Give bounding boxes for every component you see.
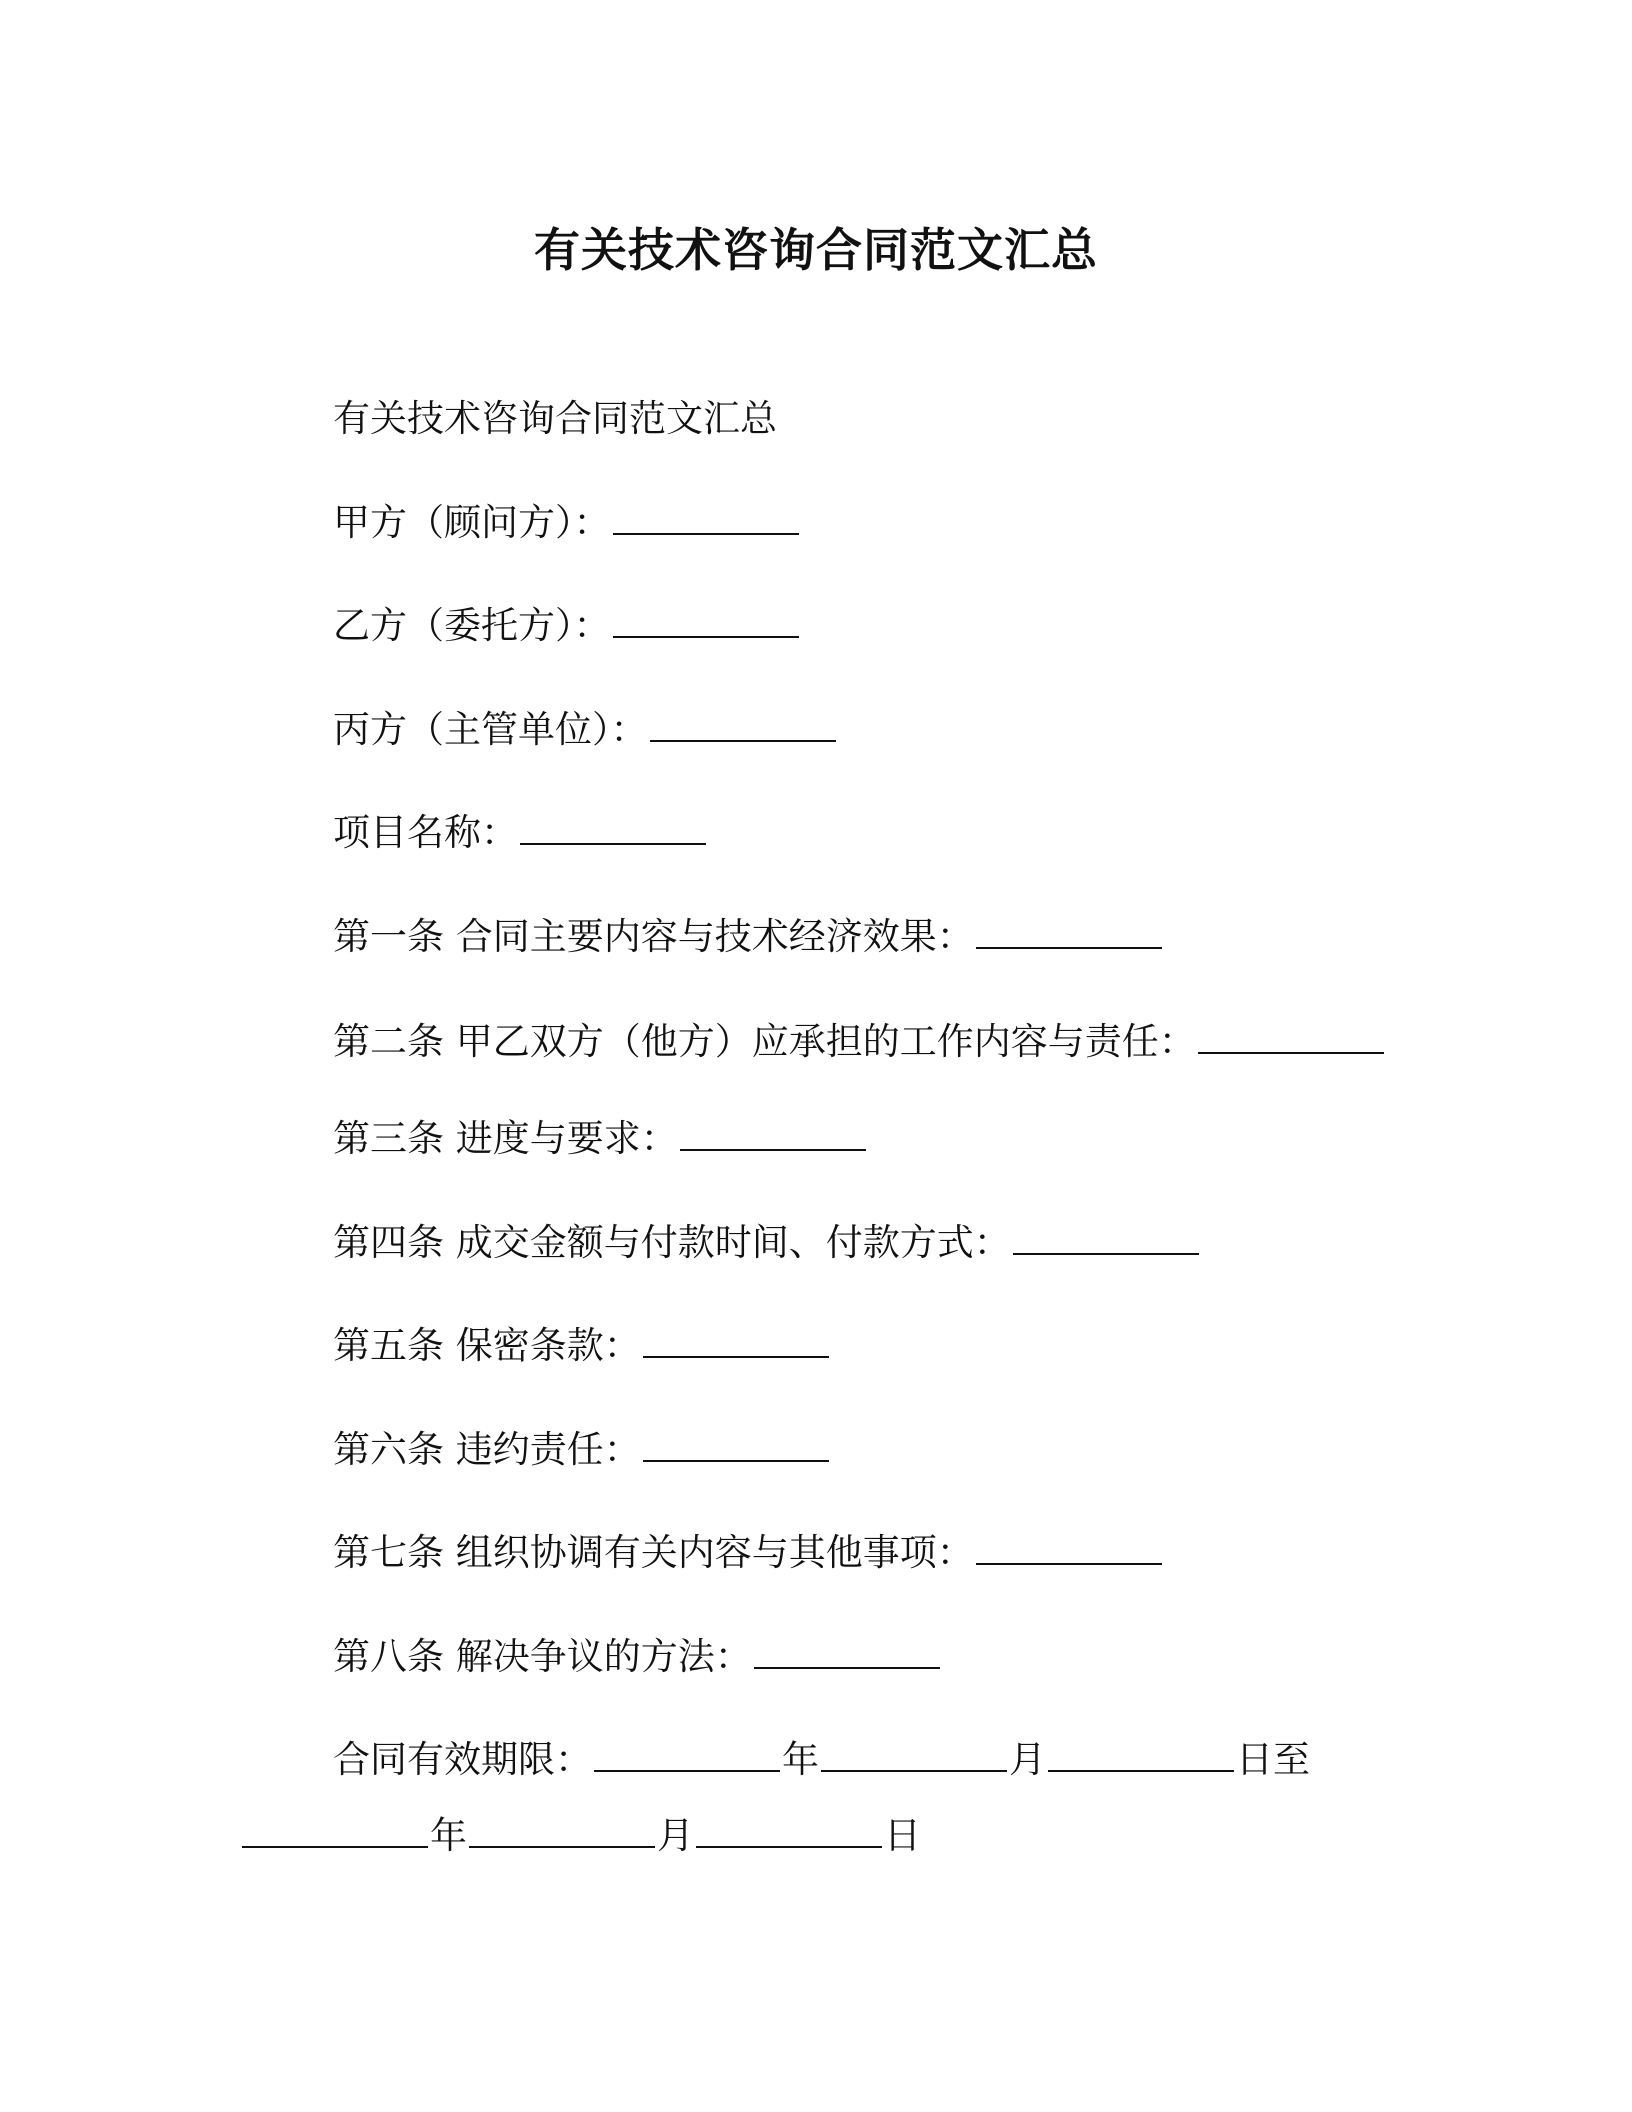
validity-month-label: 月 [1009, 1738, 1046, 1781]
document-title: 有关技术咨询合同范文汇总 [534, 223, 1098, 277]
field-label: 第三条 进度与要求： [333, 1117, 678, 1160]
validity-year-label: 年 [782, 1738, 819, 1781]
field-article-5 [333, 1320, 831, 1372]
field-article-6 [333, 1424, 831, 1476]
validity-year2-label: 年 [430, 1814, 467, 1857]
fill-blank [1048, 1736, 1234, 1772]
field-article-4 [333, 1217, 1201, 1269]
field-label: 第七条 组织协调有关内容与其他事项： [333, 1531, 974, 1574]
field-label: 第一条 合同主要内容与技术经济效果： [333, 915, 974, 958]
fill-blank [643, 1426, 829, 1462]
fill-blank [754, 1633, 940, 1669]
fill-blank [976, 913, 1162, 949]
field-validity-period-continued [240, 1810, 921, 1862]
validity-day-to-label: 日至 [1236, 1738, 1310, 1781]
validity-day2-label: 日 [884, 1814, 921, 1857]
fill-blank [680, 1115, 866, 1151]
fill-blank [613, 602, 799, 638]
fill-blank [821, 1736, 1007, 1772]
fill-blank [643, 1322, 829, 1358]
field-article-8 [333, 1631, 942, 1683]
fill-blank [242, 1812, 428, 1848]
field-validity-period [333, 1734, 1310, 1786]
field-article-2 [333, 1016, 1386, 1068]
field-party-c [333, 704, 838, 756]
fill-blank [1198, 1018, 1384, 1054]
field-label: 甲方（顾问方）： [333, 501, 611, 544]
field-label: 第二条 甲乙双方（他方）应承担的工作内容与责任： [333, 1020, 1196, 1063]
field-label: 第五条 保密条款： [333, 1324, 641, 1367]
fill-blank [1013, 1219, 1199, 1255]
document-subtitle: 有关技术咨询合同范文汇总 [333, 397, 777, 440]
validity-month2-label: 月 [657, 1814, 694, 1857]
field-project-name [333, 807, 708, 859]
field-party-a [333, 497, 801, 549]
field-label: 第六条 违约责任： [333, 1428, 641, 1471]
field-article-1 [333, 911, 1164, 963]
field-label: 第八条 解决争议的方法： [333, 1635, 752, 1678]
fill-blank [613, 499, 799, 535]
fill-blank [469, 1812, 655, 1848]
fill-blank [520, 809, 706, 845]
fill-blank [976, 1529, 1162, 1565]
field-article-3 [333, 1113, 868, 1165]
validity-label: 合同有效期限： [333, 1738, 592, 1781]
fill-blank [696, 1812, 882, 1848]
field-label: 乙方（委托方）： [333, 604, 611, 647]
field-label: 第四条 成交金额与付款时间、付款方式： [333, 1221, 1011, 1264]
field-label: 项目名称： [333, 811, 518, 854]
fill-blank [594, 1736, 780, 1772]
field-article-7 [333, 1527, 1164, 1579]
fill-blank [650, 706, 836, 742]
field-label: 丙方（主管单位）： [333, 708, 648, 751]
field-party-b [333, 600, 801, 652]
